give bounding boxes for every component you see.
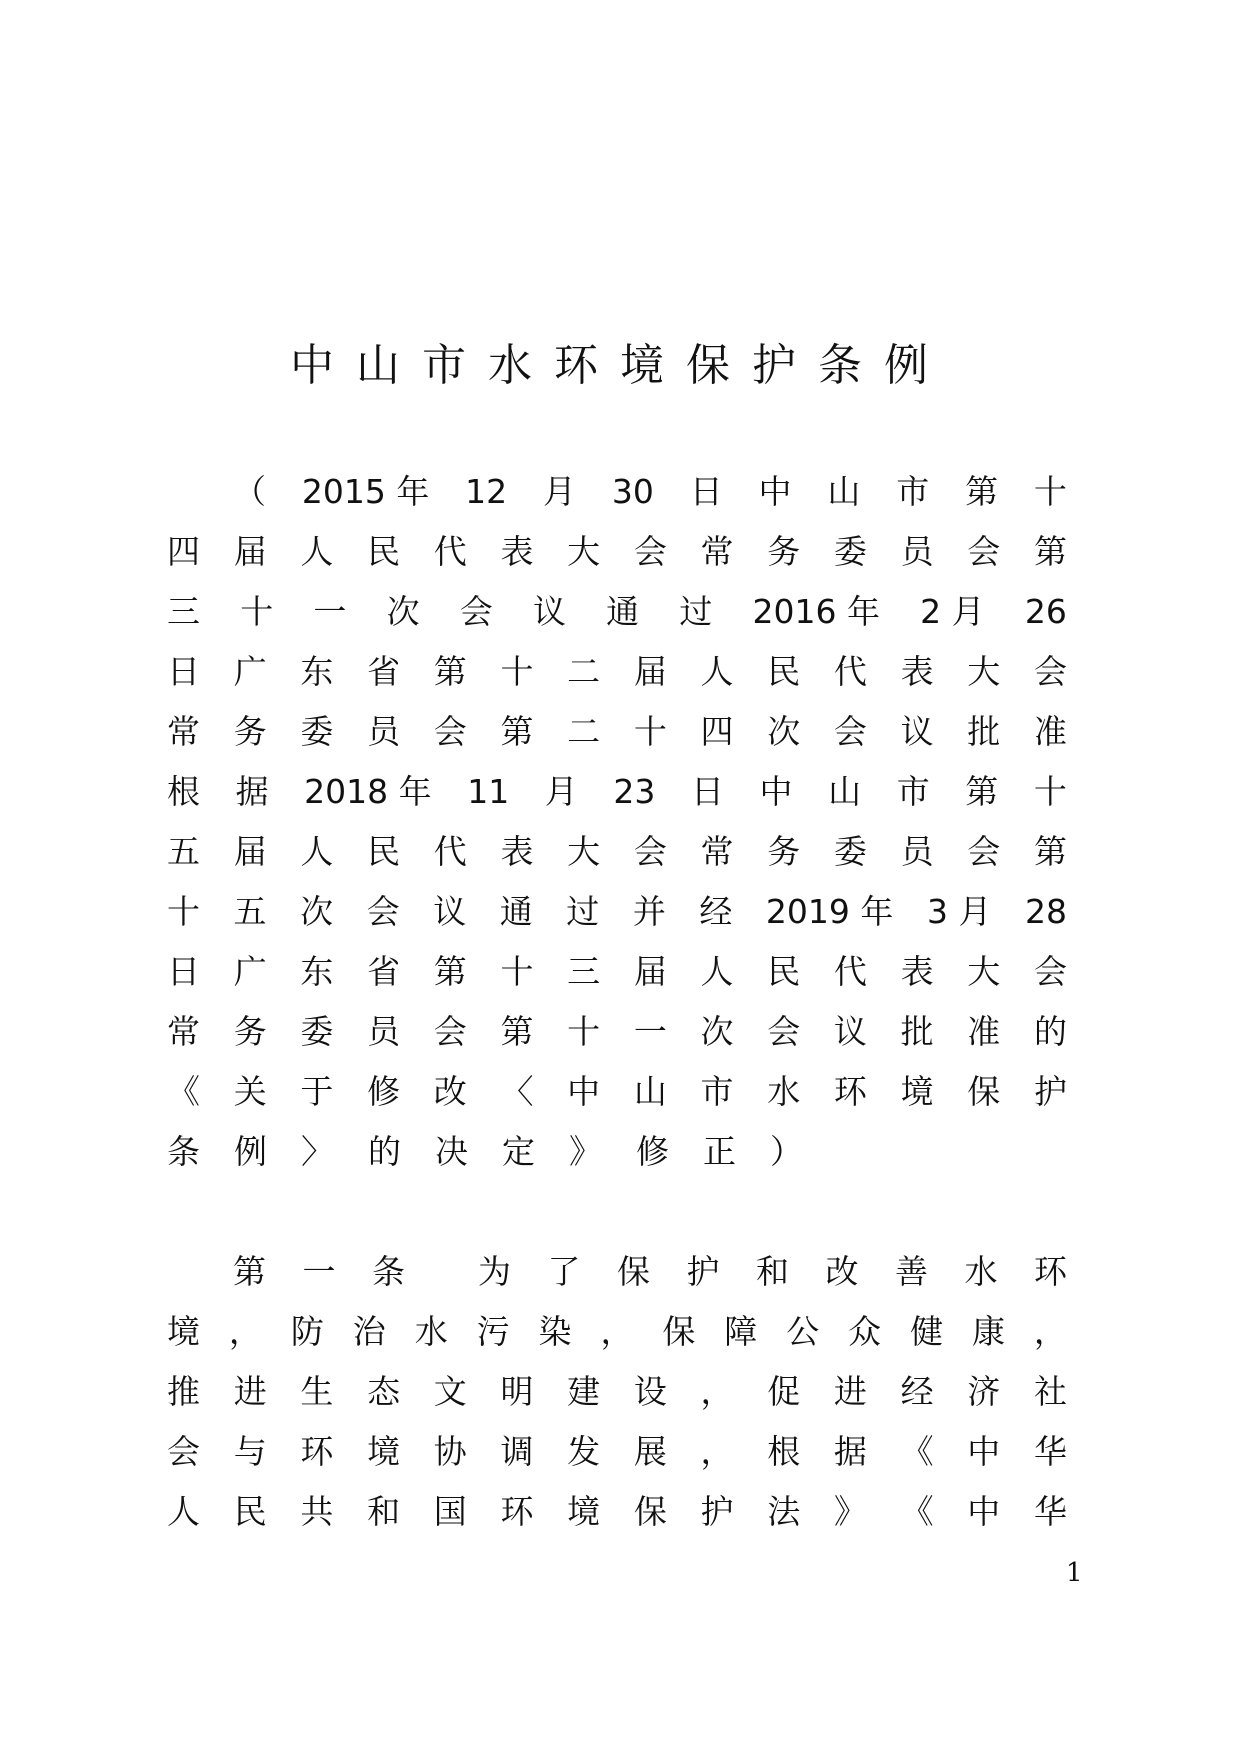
text-token: 〉 bbox=[301, 1132, 334, 1171]
text-token: 修 bbox=[367, 1072, 401, 1111]
text-token: 保 bbox=[633, 1492, 667, 1531]
text-token: 国 bbox=[433, 1492, 467, 1531]
text-token: 修 bbox=[636, 1132, 669, 1171]
text-token: 为 bbox=[478, 1252, 511, 1291]
text-token: 山 bbox=[827, 472, 861, 511]
text-token: 常 bbox=[167, 1012, 200, 1051]
text-token: 市 bbox=[896, 472, 930, 511]
text-token: 公 bbox=[786, 1312, 820, 1351]
text-token: 代 bbox=[433, 532, 467, 571]
text-token: 生 bbox=[300, 1372, 334, 1411]
text-token: ， bbox=[600, 1312, 634, 1351]
text-line bbox=[167, 822, 1067, 882]
text-token: 30 bbox=[611, 472, 654, 511]
text-token: 准 bbox=[967, 1012, 1001, 1051]
text-token: 23 bbox=[613, 772, 656, 811]
text-line bbox=[167, 1242, 1067, 1302]
text-token: 染 bbox=[538, 1312, 572, 1351]
text-token: 第 bbox=[233, 1252, 266, 1291]
text-token: 次 bbox=[767, 712, 801, 751]
text-token: 健 bbox=[910, 1312, 944, 1351]
text-token: 广 bbox=[233, 652, 267, 691]
text-token: 会 bbox=[633, 532, 667, 571]
text-line bbox=[167, 882, 1067, 942]
text-token: 设 bbox=[633, 1372, 667, 1411]
text-token: 市 bbox=[896, 772, 930, 811]
text-token: 过 bbox=[566, 892, 600, 931]
text-line bbox=[167, 1062, 1067, 1122]
text-token: 会 bbox=[1033, 952, 1067, 991]
text-token: 四 bbox=[700, 712, 734, 751]
text-token: ， bbox=[700, 1372, 734, 1411]
text-line bbox=[167, 1482, 1067, 1542]
text-token: 月 bbox=[544, 772, 578, 811]
text-token: 康 bbox=[971, 1312, 1005, 1351]
text-token: 员 bbox=[367, 712, 401, 751]
text-token: 会 bbox=[967, 832, 1001, 871]
text-token: 会 bbox=[833, 712, 867, 751]
text-token: 改 bbox=[433, 1072, 467, 1111]
text-token: 民 bbox=[767, 652, 801, 691]
text-token: 表 bbox=[900, 652, 934, 691]
text-token: 态 bbox=[367, 1372, 401, 1411]
document-title: 中山市水环境保护条例 bbox=[290, 340, 950, 391]
text-token: 委 bbox=[833, 832, 867, 871]
text-token: 调 bbox=[500, 1432, 534, 1471]
text-token: 十 bbox=[167, 892, 200, 931]
text-token: 十 bbox=[567, 1012, 601, 1051]
text-token: 3 月 bbox=[926, 892, 992, 931]
text-token: 障 bbox=[724, 1312, 758, 1351]
text-token: ， bbox=[1033, 1312, 1067, 1351]
text-token: 二 bbox=[567, 652, 601, 691]
text-token: 议 bbox=[433, 892, 467, 931]
text-token: ， bbox=[228, 1312, 262, 1351]
text-token: 环 bbox=[1034, 1252, 1067, 1291]
text-token: 环 bbox=[300, 1432, 334, 1471]
text-token: 日 bbox=[167, 652, 200, 691]
text-token: 2015 年 bbox=[301, 472, 430, 511]
text-token: 广 bbox=[233, 952, 267, 991]
text-token: 协 bbox=[433, 1432, 467, 1471]
text-token: 28 bbox=[1025, 892, 1067, 931]
text-token: 务 bbox=[767, 832, 801, 871]
text-line bbox=[167, 582, 1067, 642]
text-token: 通 bbox=[499, 892, 533, 931]
text-token: 三 bbox=[167, 592, 200, 631]
text-token: 众 bbox=[848, 1312, 882, 1351]
text-token: 三 bbox=[567, 952, 601, 991]
text-token: 东 bbox=[300, 652, 334, 691]
text-token: 市 bbox=[700, 1072, 734, 1111]
text-token: 表 bbox=[900, 952, 934, 991]
text-token: 于 bbox=[300, 1072, 334, 1111]
text-token: 《 bbox=[900, 1492, 934, 1531]
text-token: 常 bbox=[167, 712, 200, 751]
text-token: 第 bbox=[500, 1012, 534, 1051]
text-token: 会 bbox=[1033, 652, 1067, 691]
text-line bbox=[167, 462, 1067, 522]
preamble-paragraph bbox=[167, 462, 1067, 1182]
text-token: 民 bbox=[367, 532, 401, 571]
text-token: 委 bbox=[300, 712, 334, 751]
text-token: 十 bbox=[500, 952, 534, 991]
text-token: 发 bbox=[567, 1432, 601, 1471]
text-token: 和 bbox=[756, 1252, 789, 1291]
text-token: 通 bbox=[606, 592, 640, 631]
text-token: 日 bbox=[690, 772, 724, 811]
text-token: 次 bbox=[386, 592, 420, 631]
text-token: 大 bbox=[967, 652, 1001, 691]
text-token: 根 bbox=[767, 1432, 801, 1471]
text-token: 批 bbox=[967, 712, 1001, 751]
text-token: 第 bbox=[965, 772, 999, 811]
text-token: 建 bbox=[567, 1372, 601, 1411]
text-token: 保 bbox=[617, 1252, 650, 1291]
text-token: 会 bbox=[433, 1012, 467, 1051]
text-token: 十 bbox=[1033, 772, 1067, 811]
text-token: 法 bbox=[767, 1492, 801, 1531]
text-token: 会 bbox=[459, 592, 493, 631]
text-token: 治 bbox=[352, 1312, 386, 1351]
text-token: 决 bbox=[435, 1132, 468, 1171]
text-token: 五 bbox=[167, 832, 200, 871]
text-token: 代 bbox=[833, 952, 867, 991]
text-line bbox=[167, 702, 1067, 762]
text-token: 的 bbox=[368, 1132, 401, 1171]
text-token: 会 bbox=[433, 712, 467, 751]
text-token: 人 bbox=[300, 832, 334, 871]
text-token: 十 bbox=[240, 592, 274, 631]
text-token: 保 bbox=[662, 1312, 696, 1351]
text-token: 准 bbox=[1033, 712, 1067, 751]
text-token: 委 bbox=[300, 1012, 334, 1051]
text-token: 》 bbox=[569, 1132, 602, 1171]
text-token: 第 bbox=[433, 652, 467, 691]
text-token: 员 bbox=[900, 532, 934, 571]
text-token: ， bbox=[700, 1432, 734, 1471]
text-token: 展 bbox=[633, 1432, 667, 1471]
text-token: 会 bbox=[167, 1432, 200, 1471]
text-token: 人 bbox=[300, 532, 334, 571]
text-token: 《 bbox=[167, 1072, 200, 1111]
text-token: 大 bbox=[567, 532, 601, 571]
text-token: 务 bbox=[233, 1012, 267, 1051]
text-line bbox=[167, 522, 1067, 582]
text-token: 护 bbox=[686, 1252, 720, 1291]
text-token: 届 bbox=[233, 532, 267, 571]
text-token: 大 bbox=[967, 952, 1001, 991]
text-token: 第 bbox=[500, 712, 534, 751]
text-token: 十 bbox=[500, 652, 534, 691]
text-token: 省 bbox=[367, 952, 401, 991]
text-token: 促 bbox=[767, 1372, 801, 1411]
text-token: 中 bbox=[967, 1432, 1001, 1471]
text-token: 员 bbox=[900, 832, 934, 871]
text-token: 进 bbox=[833, 1372, 867, 1411]
text-token: 议 bbox=[833, 1012, 867, 1051]
text-token: 常 bbox=[700, 832, 734, 871]
text-token: 十 bbox=[1033, 472, 1067, 511]
text-token: ） bbox=[770, 1132, 803, 1171]
text-token: 》 bbox=[833, 1492, 867, 1531]
text-token: 防 bbox=[290, 1312, 324, 1351]
text-token: 五 bbox=[233, 892, 267, 931]
text-line bbox=[167, 942, 1067, 1002]
text-token: 会 bbox=[366, 892, 400, 931]
text-token: 次 bbox=[700, 1012, 734, 1051]
text-token: 会 bbox=[633, 832, 667, 871]
text-token: 一 bbox=[633, 1012, 667, 1051]
text-token: 议 bbox=[900, 712, 934, 751]
text-token: 11 bbox=[467, 772, 510, 811]
text-token: 民 bbox=[233, 1492, 267, 1531]
text-token: 日 bbox=[167, 952, 200, 991]
text-token: 境 bbox=[900, 1072, 934, 1111]
page-number: 1 bbox=[1066, 1558, 1083, 1588]
text-token: 中 bbox=[758, 472, 792, 511]
text-token: 12 bbox=[465, 472, 508, 511]
text-line bbox=[167, 1422, 1067, 1482]
text-token: 第 bbox=[433, 952, 467, 991]
text-line bbox=[167, 642, 1067, 702]
text-token: 文 bbox=[433, 1372, 467, 1411]
text-token: 员 bbox=[367, 1012, 401, 1051]
text-token: 代 bbox=[833, 652, 867, 691]
text-token: 〈 bbox=[500, 1072, 534, 1111]
text-token: 的 bbox=[1033, 1012, 1067, 1051]
text-token: 和 bbox=[367, 1492, 401, 1531]
text-token: 人 bbox=[700, 952, 734, 991]
text-token: 护 bbox=[700, 1492, 734, 1531]
text-token: 济 bbox=[967, 1372, 1001, 1411]
text-token: （ bbox=[233, 472, 266, 511]
text-token: 据 bbox=[833, 1432, 867, 1471]
text-token: 民 bbox=[767, 952, 801, 991]
text-line bbox=[167, 762, 1067, 822]
text-token: 水 bbox=[414, 1312, 448, 1351]
text-token: 保 bbox=[967, 1072, 1001, 1111]
text-token: 大 bbox=[567, 832, 601, 871]
text-token: 境 bbox=[567, 1492, 601, 1531]
text-token: 十 bbox=[633, 712, 667, 751]
text-token: 议 bbox=[532, 592, 566, 631]
text-token: 护 bbox=[1033, 1072, 1067, 1111]
text-token: 污 bbox=[476, 1312, 510, 1351]
text-token: 水 bbox=[767, 1072, 801, 1111]
text-token: 会 bbox=[767, 1012, 801, 1051]
article-one-paragraph bbox=[167, 1242, 1067, 1542]
text-token: 民 bbox=[367, 832, 401, 871]
text-token: 山 bbox=[633, 1072, 667, 1111]
text-token: 并 bbox=[632, 892, 666, 931]
text-token: 代 bbox=[433, 832, 467, 871]
text-token: 境 bbox=[167, 1312, 200, 1351]
text-token: 山 bbox=[828, 772, 862, 811]
text-token: 明 bbox=[500, 1372, 534, 1411]
text-line bbox=[167, 1362, 1067, 1422]
text-token: 人 bbox=[700, 652, 734, 691]
text-token: 改 bbox=[825, 1252, 859, 1291]
text-token: 省 bbox=[367, 652, 401, 691]
text-token: 华 bbox=[1033, 1432, 1067, 1471]
text-token: 会 bbox=[967, 532, 1001, 571]
text-token: 东 bbox=[300, 952, 334, 991]
text-token: 环 bbox=[500, 1492, 534, 1531]
text-line bbox=[167, 1002, 1067, 1062]
text-token: 中 bbox=[759, 772, 793, 811]
text-token: 推 bbox=[167, 1372, 200, 1411]
text-token: 关 bbox=[233, 1072, 267, 1111]
text-token: 据 bbox=[235, 772, 269, 811]
text-token: 二 bbox=[567, 712, 601, 751]
text-token: 表 bbox=[500, 532, 534, 571]
text-token: 第 bbox=[965, 472, 999, 511]
text-token: 一 bbox=[313, 592, 347, 631]
text-token: 批 bbox=[900, 1012, 934, 1051]
text-token: 进 bbox=[233, 1372, 267, 1411]
text-token: 2016 年 bbox=[752, 592, 880, 631]
text-token: 人 bbox=[167, 1492, 200, 1531]
text-token: 条 bbox=[372, 1252, 405, 1291]
text-line bbox=[167, 1302, 1067, 1362]
text-token: 定 bbox=[502, 1132, 535, 1171]
text-token: 条 bbox=[167, 1132, 200, 1171]
text-token: 正 bbox=[703, 1132, 736, 1171]
text-token: 经 bbox=[699, 892, 733, 931]
text-token: 环 bbox=[833, 1072, 867, 1111]
text-token: 2018 年 bbox=[304, 772, 432, 811]
text-token: 了 bbox=[547, 1252, 581, 1291]
text-token: 根 bbox=[167, 772, 200, 811]
text-line bbox=[167, 1122, 1067, 1182]
text-token: 届 bbox=[633, 652, 667, 691]
text-token: 月 bbox=[543, 472, 577, 511]
text-token: 社 bbox=[1033, 1372, 1067, 1411]
text-token: 26 bbox=[1024, 592, 1067, 631]
text-token: 2 月 bbox=[920, 592, 985, 631]
text-token: 务 bbox=[767, 532, 801, 571]
text-token: 中 bbox=[567, 1072, 601, 1111]
text-token: 四 bbox=[167, 532, 200, 571]
text-token: 2019 年 bbox=[765, 892, 894, 931]
text-token: 与 bbox=[233, 1432, 267, 1471]
text-token: 共 bbox=[300, 1492, 334, 1531]
text-token: 表 bbox=[500, 832, 534, 871]
text-token: 水 bbox=[964, 1252, 998, 1291]
text-token: 第 bbox=[1033, 832, 1067, 871]
text-token: 届 bbox=[233, 832, 267, 871]
text-token: 第 bbox=[1033, 532, 1067, 571]
text-token: 经 bbox=[900, 1372, 934, 1411]
text-token: 日 bbox=[689, 472, 723, 511]
text-token: 中 bbox=[967, 1492, 1001, 1531]
text-token: 《 bbox=[900, 1432, 934, 1471]
text-token: 例 bbox=[234, 1132, 267, 1171]
text-token: 届 bbox=[633, 952, 667, 991]
text-token: 过 bbox=[679, 592, 713, 631]
text-token: 善 bbox=[895, 1252, 928, 1291]
text-token: 务 bbox=[233, 712, 267, 751]
text-token: 次 bbox=[300, 892, 334, 931]
text-token: 一 bbox=[302, 1252, 336, 1291]
text-token: 境 bbox=[367, 1432, 401, 1471]
text-token: 华 bbox=[1033, 1492, 1067, 1531]
text-token: 常 bbox=[700, 532, 734, 571]
text-token: 委 bbox=[833, 532, 867, 571]
